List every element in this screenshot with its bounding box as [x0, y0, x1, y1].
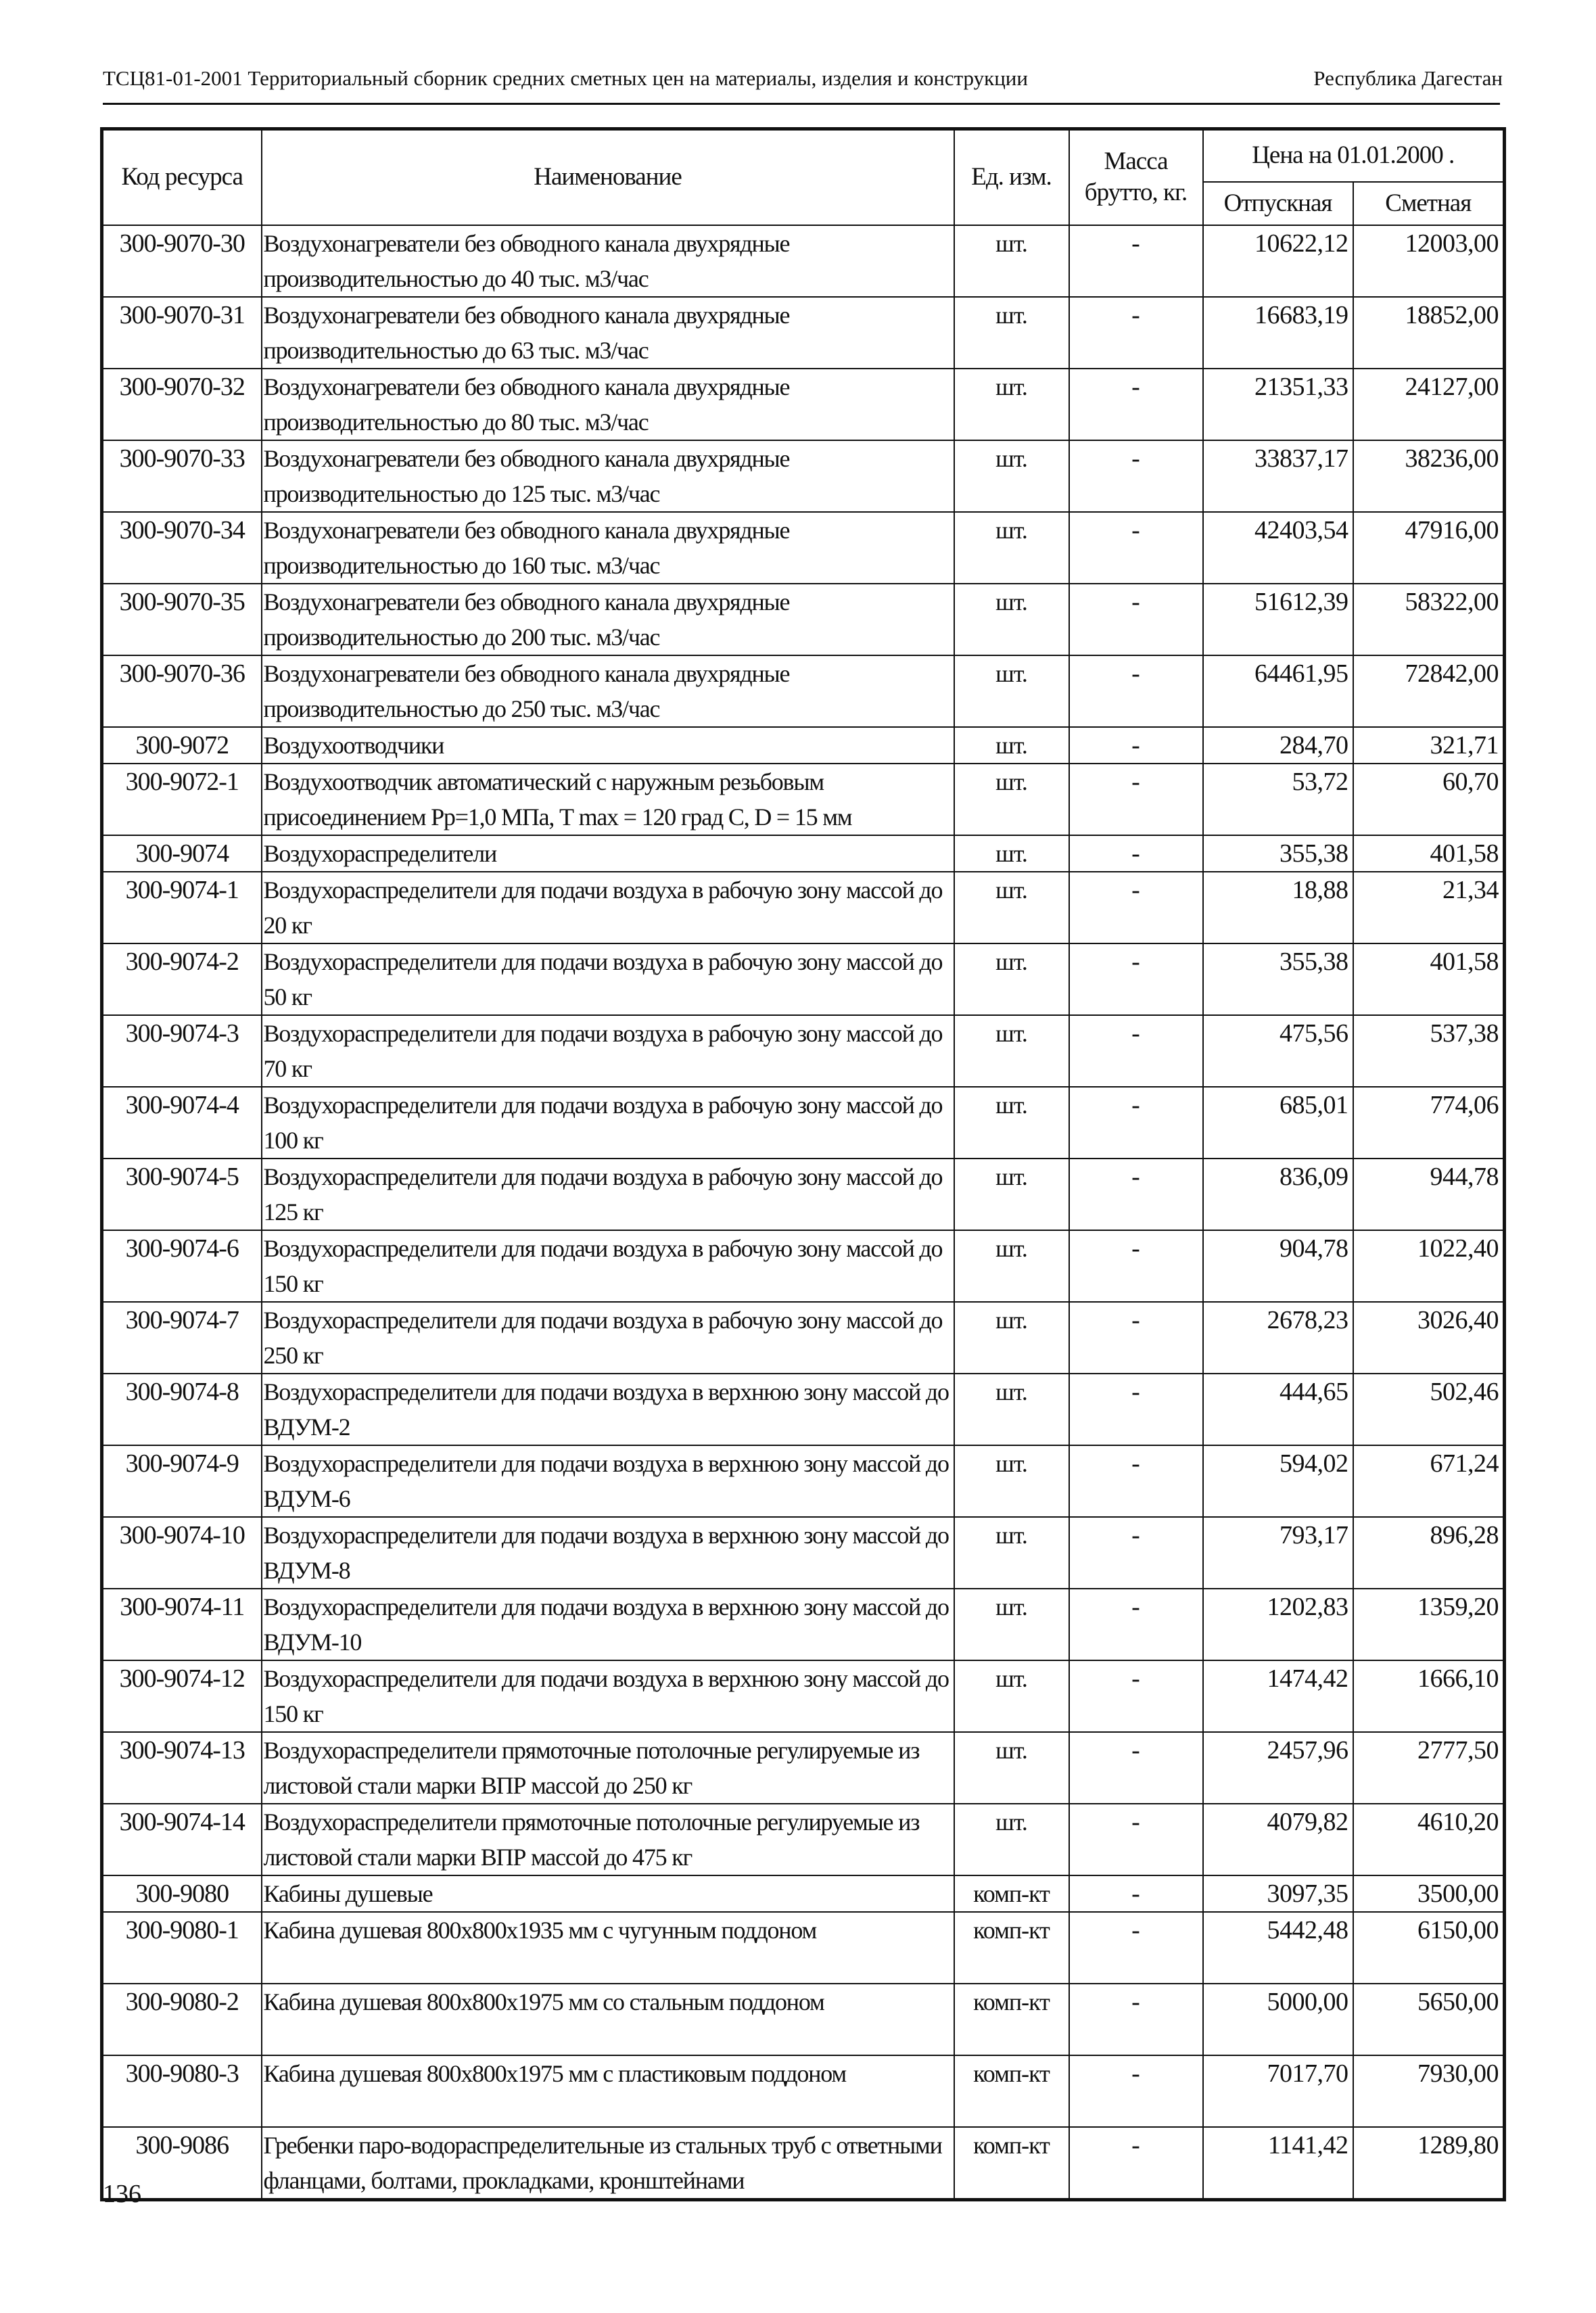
release-price: 4079,82	[1203, 1804, 1353, 1875]
resource-name: Гребенки паро-водораспределительные из стальных труб с ответными фланцами, болтами, прокладками, кронштейнами	[262, 2127, 954, 2200]
estimate-price: 1289,80	[1353, 2127, 1505, 2200]
gross-mass: -	[1069, 1732, 1203, 1804]
release-price: 2457,96	[1203, 1732, 1353, 1804]
resource-code: 300-9074-11	[102, 1589, 262, 1660]
resource-name: Воздухораспределители для подачи воздуха в рабочую зону массой до 20 кг	[262, 872, 954, 943]
unit-of-measure: шт.	[954, 1445, 1069, 1517]
estimate-price: 944,78	[1353, 1159, 1505, 1230]
resource-name: Воздухораспределители для подачи воздуха в верхнюю зону массой до ВДУМ-6	[262, 1445, 954, 1517]
resource-name: Воздухонагреватели без обводного канала двухрядные производительностью до 160 тыс. м3/час	[262, 512, 954, 584]
header-unit: Ед. изм.	[954, 129, 1069, 225]
unit-of-measure: шт.	[954, 655, 1069, 727]
resource-name: Воздухонагреватели без обводного канала двухрядные производительностью до 200 тыс. м3/час	[262, 584, 954, 655]
resource-code: 300-9072	[102, 727, 262, 764]
release-price: 444,65	[1203, 1374, 1353, 1445]
resource-code: 300-9074-4	[102, 1087, 262, 1159]
release-price: 7017,70	[1203, 2055, 1353, 2127]
estimate-price: 12003,00	[1353, 225, 1505, 297]
resource-name: Воздухораспределители для подачи воздуха в рабочую зону массой до 150 кг	[262, 1230, 954, 1302]
table-row	[102, 943, 1505, 1015]
resource-code: 300-9080-1	[102, 1912, 262, 1984]
table-row	[102, 2127, 1505, 2200]
estimate-price: 3500,00	[1353, 1875, 1505, 1912]
resource-name: Воздухораспределители для подачи воздуха в рабочую зону массой до 100 кг	[262, 1087, 954, 1159]
resource-code: 300-9074-3	[102, 1015, 262, 1087]
resource-name: Воздухораспределители	[262, 835, 954, 872]
release-price: 5442,48	[1203, 1912, 1353, 1984]
resource-code: 300-9074-10	[102, 1517, 262, 1589]
gross-mass: -	[1069, 225, 1203, 297]
table-row	[102, 1159, 1505, 1230]
estimate-price: 1022,40	[1353, 1230, 1505, 1302]
resource-code: 300-9070-30	[102, 225, 262, 297]
header-release-price: Отпускная	[1203, 182, 1353, 225]
table-row	[102, 1804, 1505, 1875]
estimate-price: 38236,00	[1353, 440, 1505, 512]
table-row	[102, 1732, 1505, 1804]
unit-of-measure: шт.	[954, 835, 1069, 872]
resource-name: Воздухонагреватели без обводного канала двухрядные производительностью до 250 тыс. м3/час	[262, 655, 954, 727]
estimate-price: 4610,20	[1353, 1804, 1505, 1875]
resource-code: 300-9070-33	[102, 440, 262, 512]
gross-mass: -	[1069, 1517, 1203, 1589]
unit-of-measure: шт.	[954, 369, 1069, 440]
table-row	[102, 1230, 1505, 1302]
resource-name: Воздухораспределители для подачи воздуха в рабочую зону массой до 50 кг	[262, 943, 954, 1015]
release-price: 16683,19	[1203, 297, 1353, 369]
resource-code: 300-9074-6	[102, 1230, 262, 1302]
release-price: 284,70	[1203, 727, 1353, 764]
resource-name: Воздухонагреватели без обводного канала двухрядные производительностью до 63 тыс. м3/час	[262, 297, 954, 369]
estimate-price: 7930,00	[1353, 2055, 1505, 2127]
unit-of-measure: шт.	[954, 1374, 1069, 1445]
table-row	[102, 1374, 1505, 1445]
table-row	[102, 1589, 1505, 1660]
estimate-price: 60,70	[1353, 764, 1505, 835]
resource-name: Воздухораспределители для подачи воздуха в рабочую зону массой до 70 кг	[262, 1015, 954, 1087]
release-price: 21351,33	[1203, 369, 1353, 440]
table-row	[102, 1875, 1505, 1912]
resource-code: 300-9074-9	[102, 1445, 262, 1517]
gross-mass: -	[1069, 727, 1203, 764]
estimate-price: 47916,00	[1353, 512, 1505, 584]
unit-of-measure: шт.	[954, 1732, 1069, 1804]
release-price: 42403,54	[1203, 512, 1353, 584]
resource-name: Кабина душевая 800x800x1975 мм со стальным поддоном	[262, 1984, 954, 2055]
unit-of-measure: шт.	[954, 1087, 1069, 1159]
gross-mass: -	[1069, 655, 1203, 727]
table-row	[102, 872, 1505, 943]
release-price: 355,38	[1203, 943, 1353, 1015]
unit-of-measure: комп-кт	[954, 1984, 1069, 2055]
gross-mass: -	[1069, 1445, 1203, 1517]
release-price: 1202,83	[1203, 1589, 1353, 1660]
unit-of-measure: комп-кт	[954, 1875, 1069, 1912]
unit-of-measure: шт.	[954, 512, 1069, 584]
release-price: 904,78	[1203, 1230, 1353, 1302]
table-row	[102, 1912, 1505, 1984]
gross-mass: -	[1069, 1912, 1203, 1984]
table-row	[102, 727, 1505, 764]
unit-of-measure: шт.	[954, 764, 1069, 835]
release-price: 2678,23	[1203, 1302, 1353, 1374]
resource-code: 300-9074	[102, 835, 262, 872]
release-price: 685,01	[1203, 1087, 1353, 1159]
table-row	[102, 1015, 1505, 1087]
resource-code: 300-9074-12	[102, 1660, 262, 1732]
estimate-price: 671,24	[1353, 1445, 1505, 1517]
table-header	[102, 129, 1505, 225]
release-price: 51612,39	[1203, 584, 1353, 655]
estimate-price: 21,34	[1353, 872, 1505, 943]
resource-code: 300-9070-32	[102, 369, 262, 440]
release-price: 793,17	[1203, 1517, 1353, 1589]
unit-of-measure: шт.	[954, 297, 1069, 369]
resource-code: 300-9074-13	[102, 1732, 262, 1804]
release-price: 33837,17	[1203, 440, 1353, 512]
resource-code: 300-9080-2	[102, 1984, 262, 2055]
unit-of-measure: шт.	[954, 872, 1069, 943]
gross-mass: -	[1069, 943, 1203, 1015]
resource-code: 300-9074-1	[102, 872, 262, 943]
table-body	[102, 225, 1505, 2200]
resource-name: Воздухораспределители для подачи воздуха в верхнюю зону массой до ВДУМ-8	[262, 1517, 954, 1589]
table-row	[102, 1445, 1505, 1517]
header-price-group: Цена на 01.01.2000 .	[1203, 129, 1505, 182]
table-row	[102, 297, 1505, 369]
table-row	[102, 440, 1505, 512]
resource-code: 300-9074-8	[102, 1374, 262, 1445]
header-estimate-price: Сметная	[1353, 182, 1505, 225]
release-price: 3097,35	[1203, 1875, 1353, 1912]
table-row	[102, 655, 1505, 727]
estimate-price: 896,28	[1353, 1517, 1505, 1589]
table-row	[102, 835, 1505, 872]
gross-mass: -	[1069, 1589, 1203, 1660]
gross-mass: -	[1069, 764, 1203, 835]
unit-of-measure: комп-кт	[954, 2055, 1069, 2127]
release-price: 18,88	[1203, 872, 1353, 943]
release-price: 475,56	[1203, 1015, 1353, 1087]
resource-code: 300-9074-2	[102, 943, 262, 1015]
release-price: 64461,95	[1203, 655, 1353, 727]
resource-name: Воздухораспределители для подачи воздуха в верхнюю зону массой до ВДУМ-10	[262, 1589, 954, 1660]
estimate-price: 321,71	[1353, 727, 1505, 764]
gross-mass: -	[1069, 1374, 1203, 1445]
release-price: 594,02	[1203, 1445, 1353, 1517]
resource-name: Воздухоотводчик автоматический с наружным резьбовым присоединением Рр=1,0 МПа, Т max = 120 град С, D = 15 мм	[262, 764, 954, 835]
resource-code: 300-9074-5	[102, 1159, 262, 1230]
release-price: 836,09	[1203, 1159, 1353, 1230]
resource-name: Кабины душевые	[262, 1875, 954, 1912]
estimate-price: 72842,00	[1353, 655, 1505, 727]
table-row	[102, 1517, 1505, 1589]
resource-name: Воздухораспределители прямоточные потолочные регулируемые из листовой стали марки ВПР массой до 475 кг	[262, 1804, 954, 1875]
gross-mass: -	[1069, 2055, 1203, 2127]
table-row	[102, 225, 1505, 297]
resource-code: 300-9080-3	[102, 2055, 262, 2127]
resource-name: Кабина душевая 800x800x1935 мм с чугунным поддоном	[262, 1912, 954, 1984]
release-price: 5000,00	[1203, 1984, 1353, 2055]
table-row	[102, 1984, 1505, 2055]
resource-code: 300-9080	[102, 1875, 262, 1912]
table-row	[102, 584, 1505, 655]
gross-mass: -	[1069, 440, 1203, 512]
unit-of-measure: шт.	[954, 1302, 1069, 1374]
unit-of-measure: комп-кт	[954, 2127, 1069, 2200]
resource-code: 300-9070-35	[102, 584, 262, 655]
resource-code: 300-9070-34	[102, 512, 262, 584]
unit-of-measure: шт.	[954, 1230, 1069, 1302]
header-rule	[103, 103, 1500, 105]
unit-of-measure: шт.	[954, 727, 1069, 764]
resource-code: 300-9074-7	[102, 1302, 262, 1374]
gross-mass: -	[1069, 872, 1203, 943]
table-row	[102, 764, 1505, 835]
gross-mass: -	[1069, 1984, 1203, 2055]
resource-name: Воздухонагреватели без обводного канала двухрядные производительностью до 40 тыс. м3/час	[262, 225, 954, 297]
gross-mass: -	[1069, 369, 1203, 440]
resource-code: 300-9070-31	[102, 297, 262, 369]
gross-mass: -	[1069, 2127, 1203, 2200]
gross-mass: -	[1069, 835, 1203, 872]
resource-code: 300-9070-36	[102, 655, 262, 727]
table-row	[102, 2055, 1505, 2127]
unit-of-measure: шт.	[954, 584, 1069, 655]
release-price: 1141,42	[1203, 2127, 1353, 2200]
page-number: 136	[103, 2180, 141, 2208]
resource-name: Воздухораспределители для подачи воздуха в рабочую зону массой до 125 кг	[262, 1159, 954, 1230]
resource-code: 300-9072-1	[102, 764, 262, 835]
table-row	[102, 1087, 1505, 1159]
gross-mass: -	[1069, 1302, 1203, 1374]
estimate-price: 2777,50	[1353, 1732, 1505, 1804]
resource-code: 300-9086	[102, 2127, 262, 2200]
price-table	[100, 127, 1506, 2201]
table-row	[102, 512, 1505, 584]
estimate-price: 1666,10	[1353, 1660, 1505, 1732]
estimate-price: 58322,00	[1353, 584, 1505, 655]
release-price: 53,72	[1203, 764, 1353, 835]
gross-mass: -	[1069, 584, 1203, 655]
collection-title: ТСЦ81-01-2001 Территориальный сборник средних сметных цен на материалы, изделия и конструкции	[103, 66, 1028, 90]
resource-code: 300-9074-14	[102, 1804, 262, 1875]
header-mass: Масса брутто, кг.	[1069, 129, 1203, 225]
estimate-price: 502,46	[1353, 1374, 1505, 1445]
unit-of-measure: шт.	[954, 1660, 1069, 1732]
estimate-price: 774,06	[1353, 1087, 1505, 1159]
estimate-price: 24127,00	[1353, 369, 1505, 440]
estimate-price: 3026,40	[1353, 1302, 1505, 1374]
estimate-price: 401,58	[1353, 835, 1505, 872]
unit-of-measure: шт.	[954, 943, 1069, 1015]
resource-name: Кабина душевая 800x800x1975 мм с пластиковым поддоном	[262, 2055, 954, 2127]
gross-mass: -	[1069, 297, 1203, 369]
table-row	[102, 1660, 1505, 1732]
estimate-price: 18852,00	[1353, 297, 1505, 369]
release-price: 10622,12	[1203, 225, 1353, 297]
release-price: 355,38	[1203, 835, 1353, 872]
estimate-price: 401,58	[1353, 943, 1505, 1015]
resource-name: Воздухораспределители для подачи воздуха в верхнюю зону массой до 150 кг	[262, 1660, 954, 1732]
resource-name: Воздухонагреватели без обводного канала двухрядные производительностью до 80 тыс. м3/час	[262, 369, 954, 440]
unit-of-measure: шт.	[954, 1589, 1069, 1660]
gross-mass: -	[1069, 1660, 1203, 1732]
resource-name: Воздухораспределители для подачи воздуха в верхнюю зону массой до ВДУМ-2	[262, 1374, 954, 1445]
unit-of-measure: шт.	[954, 440, 1069, 512]
unit-of-measure: шт.	[954, 1804, 1069, 1875]
estimate-price: 6150,00	[1353, 1912, 1505, 1984]
gross-mass: -	[1069, 512, 1203, 584]
gross-mass: -	[1069, 1230, 1203, 1302]
gross-mass: -	[1069, 1087, 1203, 1159]
unit-of-measure: шт.	[954, 225, 1069, 297]
gross-mass: -	[1069, 1015, 1203, 1087]
resource-name: Воздухораспределители для подачи воздуха в рабочую зону массой до 250 кг	[262, 1302, 954, 1374]
region-name: Республика Дагестан	[1313, 66, 1503, 90]
estimate-price: 1359,20	[1353, 1589, 1505, 1660]
unit-of-measure: комп-кт	[954, 1912, 1069, 1984]
estimate-price: 537,38	[1353, 1015, 1505, 1087]
estimate-price: 5650,00	[1353, 1984, 1505, 2055]
unit-of-measure: шт.	[954, 1517, 1069, 1589]
resource-name: Воздухораспределители прямоточные потолочные регулируемые из листовой стали марки ВПР массой до 250 кг	[262, 1732, 954, 1804]
gross-mass: -	[1069, 1159, 1203, 1230]
table-row	[102, 1302, 1505, 1374]
gross-mass: -	[1069, 1875, 1203, 1912]
gross-mass: -	[1069, 1804, 1203, 1875]
resource-name: Воздухоотводчики	[262, 727, 954, 764]
unit-of-measure: шт.	[954, 1015, 1069, 1087]
header-name: Наименование	[262, 129, 954, 225]
release-price: 1474,42	[1203, 1660, 1353, 1732]
resource-name: Воздухонагреватели без обводного канала двухрядные производительностью до 125 тыс. м3/час	[262, 440, 954, 512]
unit-of-measure: шт.	[954, 1159, 1069, 1230]
table-row	[102, 369, 1505, 440]
header-code: Код ресурса	[102, 129, 262, 225]
